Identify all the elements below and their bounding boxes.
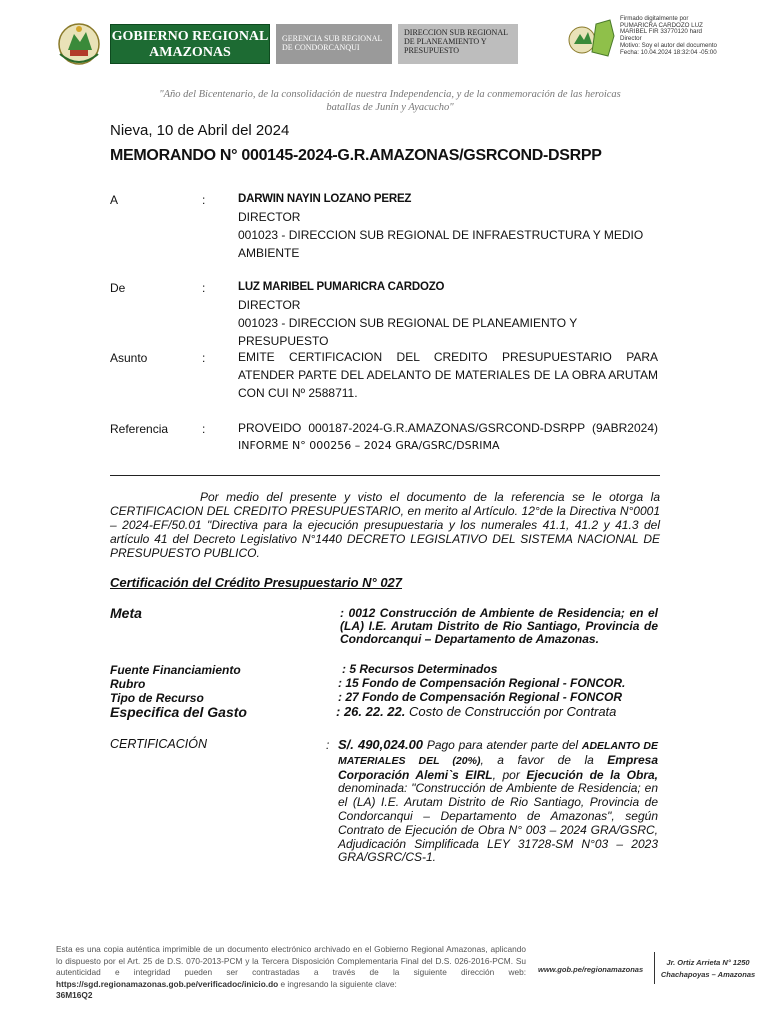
digital-signature-block bbox=[620, 16, 760, 56]
especifica-value bbox=[336, 705, 616, 718]
unit2-line2: DE PLANEAMIENTO Y bbox=[404, 37, 487, 46]
body-paragraph: Por medio del presente y visto el documento de la referencia se le otorga la CERTIFICACION DEL CREDITO PRESUPUESTARIO, en merito al Artículo. 12°de la Directiva N°0001 – 2024-EF/50.01 "Directiva para la ejecución presupuestaria y los numerales 41.1, 41.2 y 41.3 del artículo 41 del Decreto Legislativo N°1440 DECRETO LEGISLATIVO DEL SISTEMA NACIONAL DE PRESUPUESTO PUBLICO. bbox=[110, 490, 660, 560]
address-line2: Chachapoyas – Amazonas bbox=[660, 970, 756, 979]
certificacion-text bbox=[338, 738, 658, 865]
fuente-label: Fuente Financiamiento bbox=[110, 663, 241, 677]
authenticity-text: Esta es una copia auténtica imprimible de un documento electrónico archivado en el Gobierno Regional Amazonas, aplicando lo dispuesto por el Art. 25 de D.S. 070-2013-PCM y la Tercera Disposición Complementaria Final del D.S. 026-2016-PCM. Su autenticidad e integridad pueden ser contrastadas a través de la siguiente dirección web: bbox=[56, 944, 526, 977]
subject-label: Asunto bbox=[110, 351, 148, 365]
tipo-label: Tipo de Recurso bbox=[110, 691, 204, 705]
cert-text-7: denominada: "Construcción de Ambiente de Residencia; en el (LA) I.E. Arutam Distrito de Rio Santiago, Provincia de Condorcanqui – Departamento de Amazonas", según Contrato de Ejecución de Obra N° 003 – 2024 GRA/GSRC, Adjudicación Simplificada LEY 31728-SM N°03 – 2023 GRA/GSRC/CS-1. bbox=[338, 781, 658, 865]
signature-seal-icon bbox=[566, 16, 618, 60]
cert-text-company: Empresa Corporación Alemi`s EIRL bbox=[338, 752, 658, 782]
cert-text-5: , por bbox=[492, 767, 520, 782]
reference-label: Referencia bbox=[110, 422, 169, 436]
website-link[interactable]: www.gob.pe/regionamazonas bbox=[538, 965, 644, 974]
reference-colon: : bbox=[202, 422, 206, 436]
to-label: A bbox=[110, 193, 119, 207]
certification-heading: Certificación del Crédito Presupuestario N° 027 bbox=[110, 575, 403, 590]
fuente-value: : 5 Recursos Determinados bbox=[342, 662, 498, 676]
certificacion-label: CERTIFICACIÓN bbox=[110, 737, 207, 751]
org-banner bbox=[110, 24, 270, 64]
to-office: 001023 - DIRECCION SUB REGIONAL DE INFRAESTRUCTURA Y MEDIO AMBIENTE bbox=[238, 228, 644, 260]
signature-line: Firmado digitalmente por bbox=[620, 15, 689, 22]
from-block bbox=[238, 278, 658, 350]
tipo-value: : 27 Fondo de Compensación Regional - FONCOR bbox=[338, 690, 623, 704]
authenticity-text-2: e ingresando la siguiente clave: bbox=[280, 978, 397, 989]
rubro-label: Rubro bbox=[110, 677, 146, 691]
cert-text-1: Pago para atender parte del bbox=[426, 738, 579, 752]
especifica-code: : 26. 22. 22. bbox=[336, 704, 406, 719]
signature-line: MARIBEL FIR 33770120 hard bbox=[620, 28, 702, 36]
unit1-line2: DE CONDORCANQUI bbox=[282, 43, 360, 52]
signature-line: Motivo: Soy el autor del documento bbox=[620, 41, 717, 49]
office-address bbox=[658, 957, 758, 981]
year-motto bbox=[110, 88, 670, 114]
authenticity-note bbox=[56, 944, 526, 1002]
subject-text: EMITE CERTIFICACION DEL CREDITO PRESUPUESTARIO PARA ATENDER PARTE DEL ADELANTO DE MATERIALES DE LA OBRA ARUTAM CON CUI Nº 2588711. bbox=[238, 350, 658, 400]
address-line1: Jr. Ortiz Arrieta N° 1250 bbox=[666, 958, 750, 967]
unit-banner-gerencia bbox=[276, 24, 392, 64]
motto-line2: batallas de Junín y Ayacucho" bbox=[326, 102, 454, 113]
cert-text-adelanto: ADELANTO DE MATERIALES DEL (20%) bbox=[338, 740, 658, 767]
meta-value: : 0012 Construcción de Ambiente de Residencia; en el (LA) I.E. Arutam Distrito de Rio Santiago, Provincia de Condorcanqui – Departamento de Amazonas. bbox=[340, 606, 658, 646]
to-block bbox=[238, 190, 658, 262]
especifica-text: Costo de Construcción por Contrata bbox=[409, 704, 617, 719]
motto-line1: "Año del Bicentenario, de la consolidación de nuestra Independencia, y de la conmemoración de las heroicas bbox=[159, 89, 621, 100]
verification-code: 36M16Q2 bbox=[56, 990, 93, 1000]
rubro-value: : 15 Fondo de Compensación Regional - FONCOR. bbox=[338, 676, 626, 690]
reference-line1: PROVEIDO 000187-2024-G.R.AMAZONAS/GSRCOND-DSRPP (9ABR2024) bbox=[238, 421, 658, 435]
signature-line: PUMARICRA CARDOZO LUZ bbox=[620, 21, 703, 29]
footer-divider bbox=[654, 952, 655, 984]
unit-banner-direccion bbox=[398, 24, 518, 64]
place-date: Nieva, 10 de Abril del 2024 bbox=[110, 122, 290, 139]
unit2-line3: PRESUPUESTO bbox=[404, 46, 459, 55]
meta-label: Meta bbox=[110, 605, 142, 621]
from-name: LUZ MARIBEL PUMARICRA CARDOZO bbox=[238, 281, 445, 293]
unit1-line1: GERENCIA SUB REGIONAL bbox=[282, 34, 383, 43]
from-label: De bbox=[110, 281, 126, 295]
from-office: 001023 - DIRECCION SUB REGIONAL DE PLANEAMIENTO Y PRESUPUESTO bbox=[238, 316, 577, 348]
section-divider bbox=[110, 475, 660, 476]
reference-line2: INFORME N° 000256 – 2024 GRA/GSRC/DSRIMA bbox=[238, 439, 500, 452]
memo-title: MEMORANDO N° 000145-2024-G.R.AMAZONAS/GSRCOND-DSRPP bbox=[110, 147, 602, 164]
to-name: DARWIN NAYIN LOZANO PEREZ bbox=[238, 193, 412, 205]
unit2-line1: DIRECCION SUB REGIONAL bbox=[404, 28, 508, 37]
org-name-line1: GOBIERNO REGIONAL bbox=[111, 29, 269, 44]
signature-line: Director bbox=[620, 35, 642, 43]
cert-text-3: , a favor de la bbox=[480, 752, 594, 767]
signature-line: Fecha: 10.04.2024 18:32:04 -05:00 bbox=[620, 48, 717, 56]
especifica-label: Especifica del Gasto bbox=[110, 704, 247, 720]
from-position: DIRECTOR bbox=[238, 298, 301, 312]
regional-seal-logo bbox=[56, 20, 102, 68]
certified-amount: S/. 490,024.00 bbox=[338, 737, 424, 752]
certificacion-colon: : bbox=[326, 738, 330, 752]
org-name-line2: AMAZONAS bbox=[149, 45, 231, 60]
to-position: DIRECTOR bbox=[238, 210, 301, 224]
subject-colon: : bbox=[202, 351, 206, 365]
from-colon: : bbox=[202, 281, 206, 295]
cert-text-ejecucion: Ejecución de la Obra, bbox=[526, 767, 659, 782]
verify-link[interactable]: https://sgd.regionamazonas.gob.pe/verificadoc/inicio.do bbox=[56, 978, 279, 989]
reference-block bbox=[238, 419, 658, 455]
to-colon: : bbox=[202, 193, 206, 207]
